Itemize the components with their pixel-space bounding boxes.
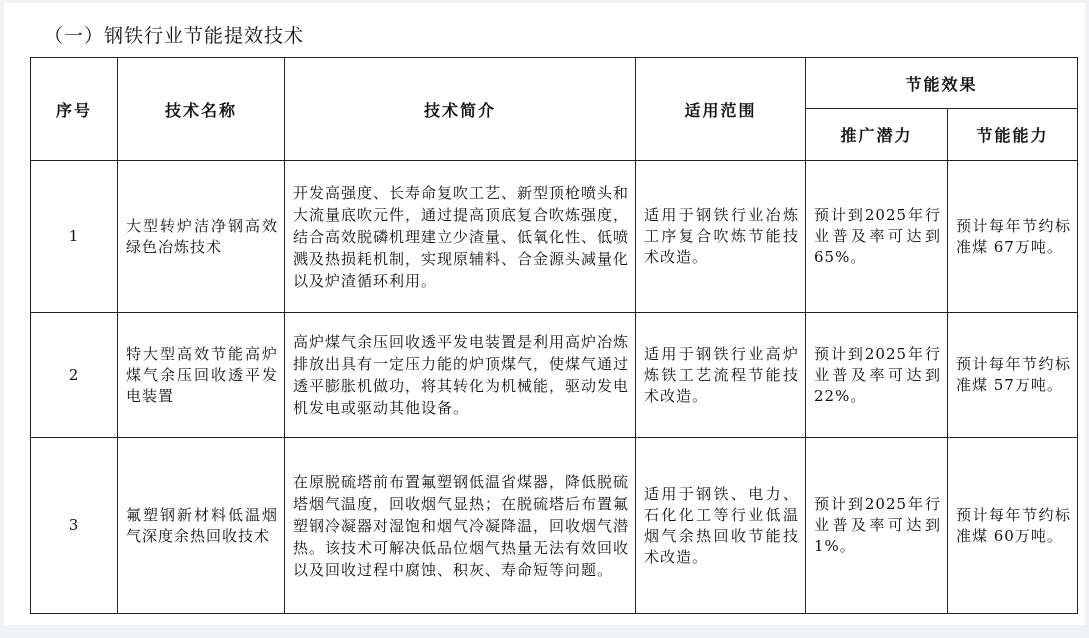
cell-name: 大型转炉洁净钢高效绿色冶炼技术 [118,161,285,313]
cell-scope: 适用于钢铁、电力、石化化工等行业低温烟气余热回收节能技术改造。 [636,438,806,614]
header-row [31,58,1078,109]
cell-potential: 预计到2025年行业普及率可达到65%。 [806,161,948,313]
header-brief: 技术简介 [285,58,636,161]
cell-brief: 开发高强度、长寿命复吹工艺、新型顶枪喷头和大流量底吹元件，通过提高顶底复合吹炼强度，结合高效脱磷机理建立少渣量、低氧化性、低喷溅及热损耗机制，实现原辅料、合金源头减量化以及炉渣循环利用。 [285,161,636,313]
cell-potential: 预计到2025年行业普及率可达到1%。 [806,438,948,614]
header-capacity: 节能能力 [948,109,1078,161]
header-potential: 推广潜力 [806,109,948,161]
header-name: 技术名称 [118,58,285,161]
cell-seq: 3 [31,438,118,614]
cell-seq: 1 [31,161,118,313]
table-row [31,313,1078,438]
header-seq: 序号 [31,58,118,161]
cell-scope: 适用于钢铁行业高炉炼铁工艺流程节能技术改造。 [636,313,806,438]
document-page [4,3,1085,625]
cell-capacity: 预计每年节约标准煤 67万吨。 [948,161,1078,313]
section-title: （一）钢铁行业节能提效技术 [44,25,305,47]
cell-name: 特大型高效节能高炉煤气余压回收透平发电装置 [118,313,285,438]
cell-brief: 高炉煤气余压回收透平发电装置是利用高炉冶炼排放出具有一定压力能的炉顶煤气，使煤气通过透平膨胀机做功，将其转化为机械能，驱动发电机发电或驱动其他设备。 [285,313,636,438]
table-row [31,438,1078,614]
cell-capacity: 预计每年节约标准煤 57万吨。 [948,313,1078,438]
cell-scope: 适用于钢铁行业冶炼工序复合吹炼节能技术改造。 [636,161,806,313]
cell-seq: 2 [31,313,118,438]
header-scope: 适用范围 [636,58,806,161]
cell-potential: 预计到2025年行业普及率可达到22%。 [806,313,948,438]
technology-table [30,57,1078,614]
cell-brief: 在原脱硫塔前布置氟塑钢低温省煤器，降低脱硫塔烟气温度，回收烟气显热；在脱硫塔后布置氟塑钢冷凝器对湿饱和烟气冷凝降温，回收烟气潜热。该技术可解决低品位烟气热量无法有效回收以及回收过程中腐蚀、积灰、寿命短等问题。 [285,438,636,614]
cell-capacity: 预计每年节约标准煤 60万吨。 [948,438,1078,614]
cell-name: 氟塑钢新材料低温烟气深度余热回收技术 [118,438,285,614]
header-effect: 节能效果 [806,58,1078,109]
table-row [31,161,1078,313]
